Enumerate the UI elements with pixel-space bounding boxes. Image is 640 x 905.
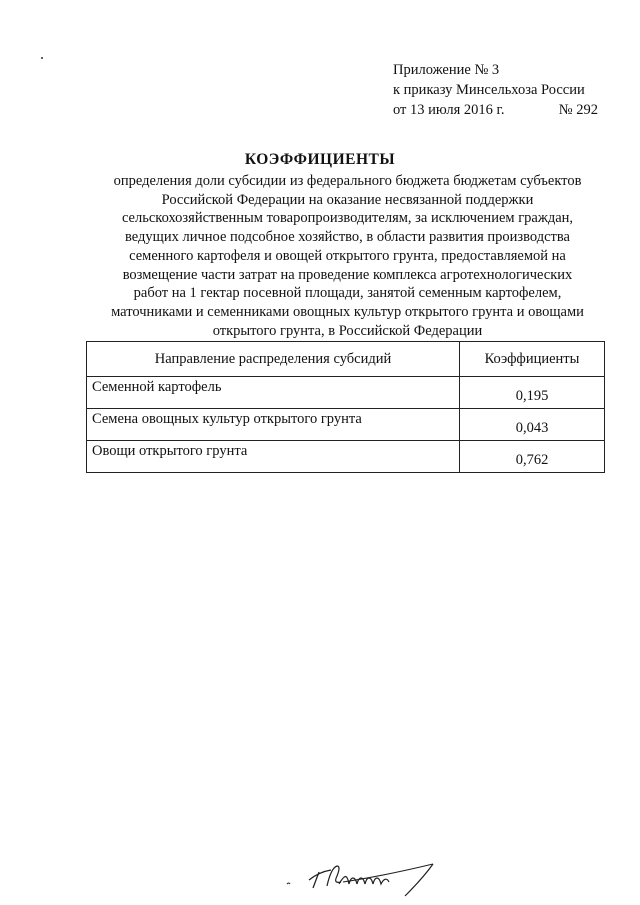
document-subtitle	[90, 172, 605, 340]
subtitle-line: определения доли субсидии из федерального бюджета бюджетам субъектов	[113, 173, 582, 189]
annex-date: от 13 июля 2016 г.	[393, 102, 505, 118]
table-row	[87, 409, 605, 441]
annex-header	[393, 60, 598, 120]
annex-order-ref: к приказу Минсельхоза России	[393, 82, 585, 98]
document-title: КОЭФФИЦИЕНТЫ	[244, 151, 396, 168]
table-header-row	[87, 342, 605, 377]
scan-speck	[41, 57, 43, 59]
row-name: Семенной картофель	[87, 377, 460, 409]
header-coefficient: Коэффициенты	[460, 342, 605, 377]
signature-icon	[283, 858, 443, 900]
subtitle-line: возмещение части затрат на проведение комплекса агротехнологических	[122, 266, 573, 283]
coefficients-table	[86, 341, 605, 473]
annex-title: Приложение № 3	[393, 62, 500, 78]
subtitle-line: ведущих личное подсобное хозяйство, в области развития производства	[125, 229, 570, 246]
row-name: Овощи открытого грунта	[87, 441, 460, 473]
subtitle-line: семенного картофеля и овощей открытого грунта, предоставляемой на	[129, 247, 566, 264]
row-value: 0,043	[460, 409, 605, 441]
subtitle-line: сельскохозяйственным товаропроизводителям, за исключением граждан,	[121, 210, 574, 227]
table-row	[87, 377, 605, 409]
row-value: 0,195	[460, 377, 605, 409]
annex-number: № 292	[558, 102, 598, 118]
subtitle-line: открытого грунта, в Российской Федерации	[212, 322, 483, 339]
annex-date-row	[393, 100, 598, 120]
subtitle-line: работ на 1 гектар посевной площади, занятой семенным картофелем,	[133, 285, 562, 302]
row-name: Семена овощных культур открытого грунта	[87, 409, 460, 441]
row-value: 0,762	[460, 441, 605, 473]
header-direction: Направление распределения субсидий	[87, 342, 460, 377]
subtitle-line: маточниками и семенниками овощных культур открытого грунта и овощами	[111, 303, 584, 320]
table-row	[87, 441, 605, 473]
subtitle-line: Российской Федерации на оказание несвязанной поддержки	[161, 191, 534, 208]
